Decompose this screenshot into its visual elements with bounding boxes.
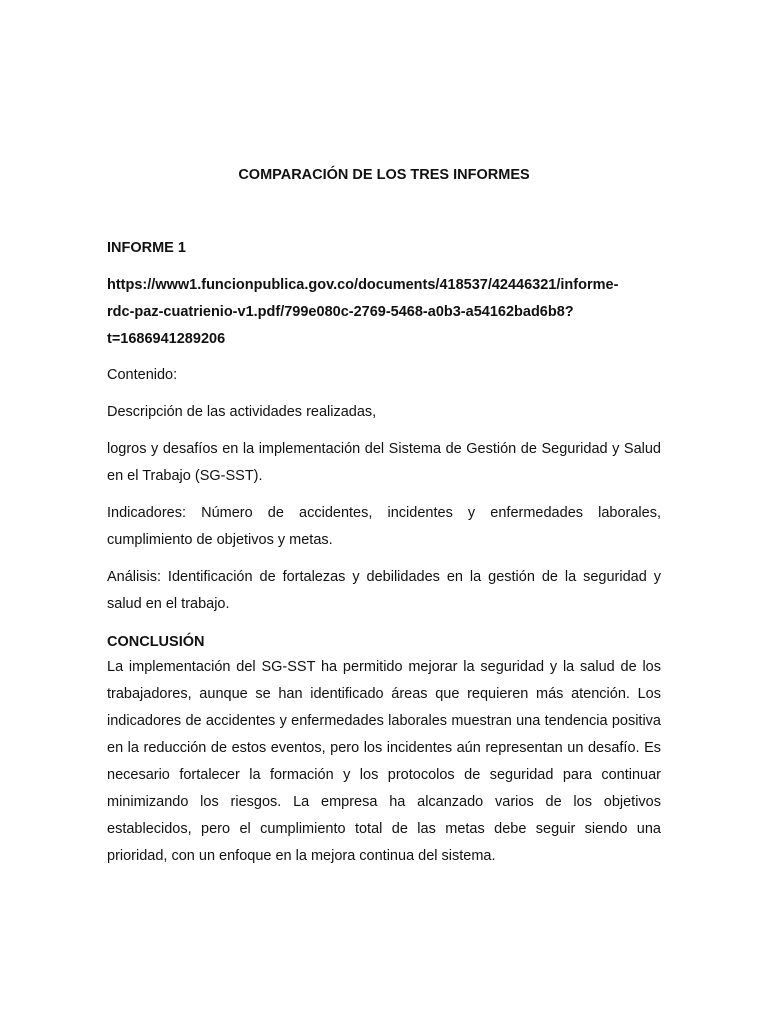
report-url-line-1[interactable]: https://www1.funcionpublica.gov.co/documents/418537/42446321/informe- <box>107 277 619 293</box>
indicadores-paragraph: Indicadores: Número de accidentes, incidentes y enfermedades laborales, cumplimiento de objetivos y metas. <box>107 505 661 548</box>
report-url-line-3[interactable]: t=1686941289206 <box>107 331 226 347</box>
contenido-label: Contenido: <box>107 367 178 383</box>
report-url-line-2[interactable]: rdc-paz-cuatrienio-v1.pdf/799e080c-2769-5468-a0b3-a54162bad6b8? <box>107 304 574 320</box>
descripcion-paragraph: Descripción de las actividades realizadas, <box>107 404 377 420</box>
document-title: COMPARACIÓN DE LOS TRES INFORMES <box>238 167 530 183</box>
conclusion-heading: CONCLUSIÓN <box>107 634 205 650</box>
report-heading: INFORME 1 <box>107 240 186 256</box>
conclusion-paragraph: La implementación del SG-SST ha permitido mejorar la seguridad y la salud de los trabajadores, aunque se han identificado áreas que requieren más atención. Los indicadores de accidentes y enfermedades laborales muestran una tendencia positiva en la reducción de estos eventos, pero los incidentes aún representan un desafío. Es necesario fortalecer la formación y los protocolos de seguridad para continuar minimizando los riesgos. La empresa ha alcanzado varios de los objetivos establecidos, pero el cumplimiento total de las metas debe seguir siendo una prioridad, con un enfoque en la mejora continua del sistema. <box>107 659 661 864</box>
logros-paragraph: logros y desafíos en la implementación del Sistema de Gestión de Seguridad y Salud en el Trabajo (SG-SST). <box>107 441 661 484</box>
report-url[interactable] <box>107 272 661 353</box>
analisis-paragraph: Análisis: Identificación de fortalezas y debilidades en la gestión de la seguridad y salud en el trabajo. <box>107 569 661 612</box>
